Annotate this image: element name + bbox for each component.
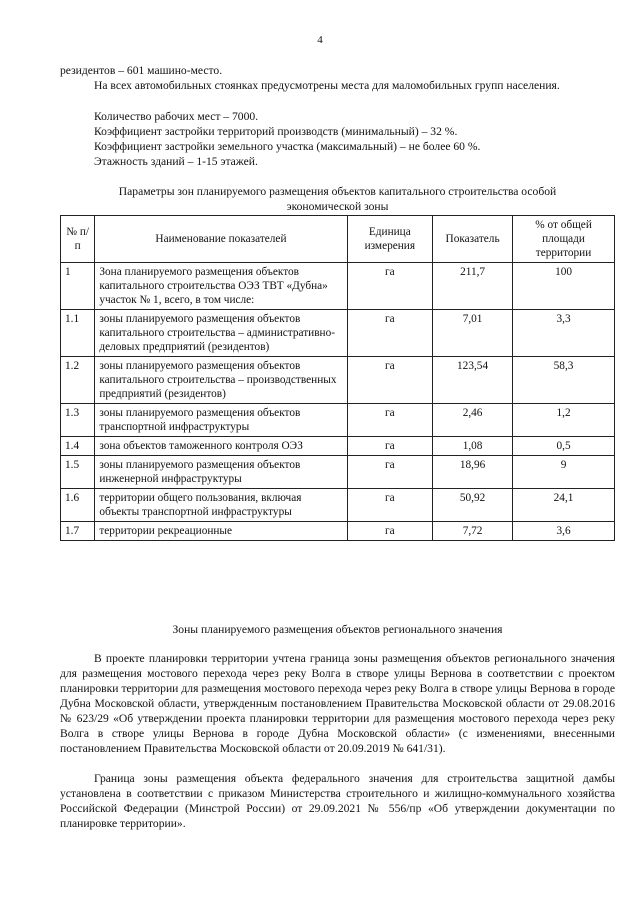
cell-name: зоны планируемого размещения объектов капитального строительства – административно-деловых предприятий (резидентов) [95,310,347,357]
cell-num: 1.5 [61,456,95,489]
cell-unit: га [347,263,433,310]
cell-num: 1.6 [61,489,95,522]
body-paragraph-1: В проекте планировки территории учтена граница зоны размещения объектов регионального значения для размещения мостового перехода через реку Волга в створе улицы Вернова в соответствии с проектом планировки территории для размещения мостового перехода через реку Волга в створе улицы Вернова в городе Дубна Московской области, утвержденным постановлением Правительства Московской области от 29.08.2016 № 623/29 «Об утверждении проекта планировки территории для размещения мостового перехода через реку Волга в створе улицы Вернова в городе Дубна Московской области» (с изменениями, внесенными постановлением Правительства Московской области от 20.09.2019 № 641/31). [60,652,615,755]
cell-num: 1.7 [61,522,95,541]
table-header-row [61,216,615,263]
table-row [61,404,615,437]
cell-unit: га [347,489,433,522]
header-value: Показатель [433,216,513,263]
intro-line-2: На всех автомобильных стоянках предусмотрены места для маломобильных групп населения. [94,79,560,92]
cell-value: 211,7 [433,263,513,310]
cell-unit: га [347,437,433,456]
body-paragraph-2: Граница зоны размещения объекта федерального значения для строительства защитной дамбы установлена в соответствии с приказом Министерства строительного и жилищно-коммунального хозяйства Российской Федерации (Минстрой России) от 29.09.2021 № 556/пр «Об утверждении документации по планировке территории». [60,772,615,830]
cell-name: зоны планируемого размещения объектов транспортной инфраструктуры [95,404,347,437]
intro-line-4: Коэффициент застройки территорий производств (минимальный) – 32 %. [94,125,458,138]
table-row [61,310,615,357]
cell-value: 2,46 [433,404,513,437]
header-name: Наименование показателей [95,216,347,263]
cell-num: 1 [61,263,95,310]
cell-unit: га [347,310,433,357]
cell-unit: га [347,357,433,404]
cell-name: зоны планируемого размещения объектов инженерной инфраструктуры [95,456,347,489]
cell-num: 1.1 [61,310,95,357]
table-row [61,456,615,489]
cell-percent: 100 [513,263,615,310]
cell-value: 50,92 [433,489,513,522]
cell-name: Зона планируемого размещения объектов капитального строительства ОЭЗ ТВТ «Дубна» участок № 1, всего, в том числе: [95,263,347,310]
cell-value: 7,72 [433,522,513,541]
cell-percent: 24,1 [513,489,615,522]
intro-line-6: Этажность зданий – 1-15 этажей. [94,155,258,168]
cell-percent: 1,2 [513,404,615,437]
cell-name: зона объектов таможенного контроля ОЭЗ [95,437,347,456]
cell-value: 123,54 [433,357,513,404]
table-row [61,437,615,456]
cell-unit: га [347,404,433,437]
cell-unit: га [347,522,433,541]
cell-num: 1.2 [61,357,95,404]
page-number: 4 [317,34,323,46]
intro-line-1: резидентов – 601 машино-место. [60,64,223,77]
table-title: Параметры зон планируемого размещения объектов капитального строительства особой экономической зоны [118,185,557,213]
cell-unit: га [347,456,433,489]
cell-num: 1.3 [61,404,95,437]
cell-num: 1.4 [61,437,95,456]
cell-name: территории общего пользования, включая объекты транспортной инфраструктуры [95,489,347,522]
cell-percent: 0,5 [513,437,615,456]
parameters-table [60,215,615,541]
table-row [61,357,615,404]
cell-percent: 3,6 [513,522,615,541]
cell-value: 18,96 [433,456,513,489]
table-row [61,489,615,522]
header-percent: % от общей площади территории [513,216,615,263]
header-unit: Единица измерения [347,216,433,263]
table-row [61,522,615,541]
cell-name: территории рекреационные [95,522,347,541]
table-row [61,263,615,310]
intro-line-3: Количество рабочих мест – 7000. [94,110,259,123]
cell-name: зоны планируемого размещения объектов капитального строительства – производственных предприятий (резидентов) [95,357,347,404]
cell-percent: 58,3 [513,357,615,404]
cell-value: 1,08 [433,437,513,456]
intro-line-5: Коэффициент застройки земельного участка (максимальный) – не более 60 %. [94,140,481,153]
cell-percent: 9 [513,456,615,489]
header-num: № п/п [61,216,95,263]
section-title: Зоны планируемого размещения объектов регионального значения [172,623,503,636]
cell-percent: 3,3 [513,310,615,357]
cell-value: 7,01 [433,310,513,357]
